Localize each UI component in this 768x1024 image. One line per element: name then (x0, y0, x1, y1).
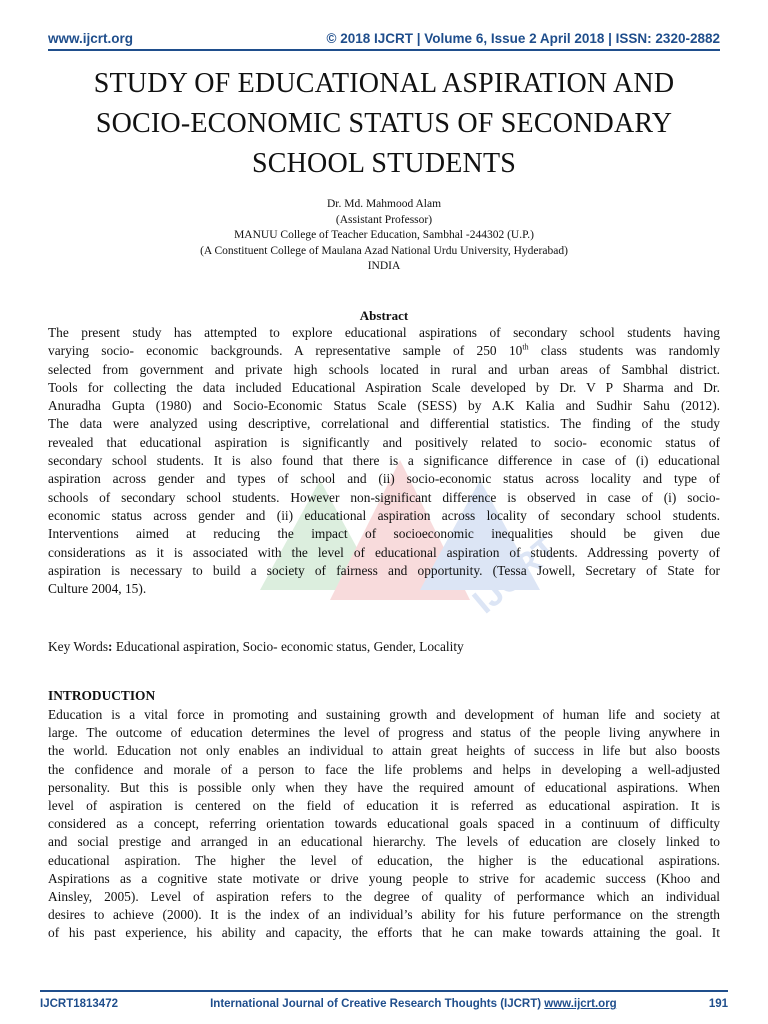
intro-line: desires to achieve (2000). It is the index of an individual’s ability for his future performance on the strength (48, 907, 720, 923)
title-line-2: SOCIO-ECONOMIC STATUS OF SECONDARY (95, 108, 673, 139)
abstract-line: aspiration across gender and types of school and (ii) socio-economic status across locality and type of (48, 471, 720, 487)
author-role: (Assistant Professor) (335, 213, 433, 226)
title-line-3: SCHOOL STUDENTS (251, 148, 517, 179)
intro-line: personality. But this is possible only when they have the required amount of educational aspirations. When (48, 779, 720, 795)
abstract-line: The present study has attempted to explore educational aspirations of secondary school students having (48, 325, 720, 340)
abstract-line (48, 342, 720, 360)
intro-line: the world. Education not only enables an individual to attain great heights of success in life but also boosts (48, 743, 720, 759)
abstract-line: Interventions aimed at reducing the impact of socioeconomic inequalities should be given due (48, 526, 720, 542)
author-country: INDIA (367, 260, 401, 272)
abstract-body (48, 324, 720, 598)
intro-line: Ainsley, 2005). Level of aspiration refers to the degree of quality of performance which an individual (48, 889, 720, 905)
footer-website-link[interactable]: www.ijcrt.org (544, 998, 617, 1010)
intro-line: level of aspiration is centered on the field of education it is referred as educational aspiration. It is (48, 798, 720, 814)
introduction-heading: INTRODUCTION (48, 688, 156, 703)
header-citation: © 2018 IJCRT | Volume 6, Issue 2 April 2018 | ISSN: 2320-2882 (326, 31, 720, 46)
title-line-1: STUDY OF EDUCATIONAL ASPIRATION AND (93, 68, 675, 99)
keywords-label: Key Words (48, 639, 109, 654)
header-website-link[interactable]: www.ijcrt.org (48, 31, 134, 46)
introduction-body (48, 706, 720, 943)
intro-line: and social prestige and arranged in an educational hierarchy. The levels of education are closely linked to (48, 834, 720, 850)
keywords-text: Educational aspiration, Socio- economic status, Gender, Locality (112, 639, 464, 654)
intro-line: educational aspiration. The higher the level of education, the higher is the educational aspirations. (48, 852, 720, 868)
intro-line: Aspirations as a cognitive state motivate or drive young people to strive for academic success (Khoo and (48, 870, 720, 886)
author-affiliation: (A Constituent College of Maulana Azad National Urdu University, Hyderabad) (200, 244, 568, 257)
keywords (48, 638, 720, 656)
footer-journal (210, 998, 617, 1010)
abstract-line: economic status across gender and (ii) educational aspiration across locality of secondary school students. (48, 507, 720, 523)
keywords-colon: : (108, 639, 113, 654)
author-name: Dr. Md. Mahmood Alam (326, 198, 442, 210)
abstract-line: aspiration is necessary to build a society of fairness and opportunity. (Tessa Jowell, Secretary of State for (48, 562, 720, 578)
abstract-line: Tools for collecting the data included Educational Aspiration Scale developed by Dr. V P Sharma and Dr. (48, 379, 720, 395)
abstract-line-2a: varying socio- economic backgrounds. A representative sample of 250 10 (48, 343, 523, 359)
running-header (48, 24, 720, 51)
footer-paper-id: IJCRT1813472 (40, 998, 118, 1010)
watermark-text: IJCRT (465, 528, 566, 622)
intro-line: of his past experience, his ability and capacity, the efforts that he can make towards attaining the goal. It (48, 925, 720, 941)
abstract-heading: Abstract (359, 308, 409, 323)
abstract-line: schools of secondary school students. However non-significant difference is observed in case of (i) socio- (48, 489, 720, 505)
footer-journal-name: International Journal of Creative Research Thoughts (IJCRT) (210, 998, 545, 1010)
abstract-line: secondary school students. It is also found that there is a significance difference in case of (i) educational (48, 453, 720, 469)
paper-title (40, 64, 728, 184)
intro-line: considered as a concept, referring orientation towards educational goals spaced in a continuum of difficulty (48, 816, 720, 832)
abstract-line: The data were analyzed using descriptive, correlational and differential statistics. The finding of the study (48, 416, 720, 432)
abstract-line: Anuradha Gupta (1980) and Socio-Economic Status Scale (SESS) by A.K Kalia and Sudhir Sahu (2012). (48, 398, 720, 414)
abstract-line: Culture 2004, 15). (48, 581, 147, 597)
intro-line: the confidence and morale of a person to face the life problems and helps in developing a well-adjusted (48, 761, 720, 777)
abstract-line-2b: class students was randomly (528, 343, 720, 359)
abstract-line: considerations as it is associated with the level of educational aspiration of students. Addressing poverty of (48, 544, 720, 560)
intro-line: large. The outcome of education determines the level of progress and status of the people living anywhere in (48, 725, 720, 741)
author-institution: MANUU College of Teacher Education, Sambhal -244302 (U.P.) (234, 229, 534, 241)
running-footer (40, 990, 728, 1016)
abstract-line: selected from government and private high schools located in rural and urban areas of Sambhal district. (48, 361, 720, 377)
abstract-line: revealed that educational aspiration is significantly and positively related to socio- economic status of (48, 434, 720, 450)
footer-page-number: 191 (708, 998, 728, 1010)
author-block (48, 197, 720, 275)
intro-line: Education is a vital force in promoting and sustaining growth and development of human life and society at (48, 707, 720, 722)
superscript-th: th (522, 342, 529, 352)
